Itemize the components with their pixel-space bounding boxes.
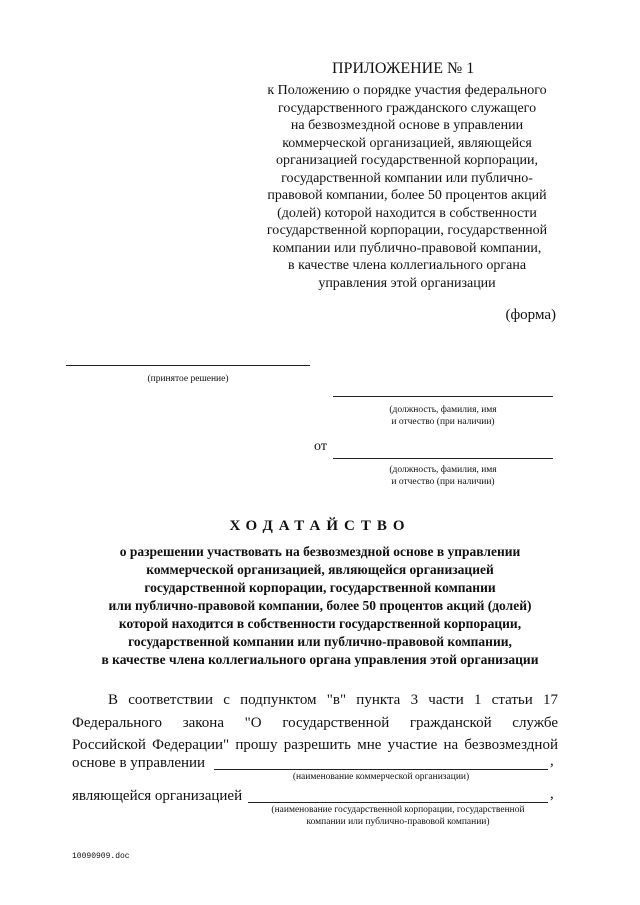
body-line-3: Российской Федерации" прошу разрешить мне участие на безвозмездной — [72, 737, 558, 753]
appendix-line: правовой компании, более 50 процентов акций — [267, 188, 547, 203]
appendix-line: к Положению о порядке участия федерального — [267, 83, 547, 98]
addressee-blank-line — [333, 396, 553, 397]
appendix-title: ПРИЛОЖЕНИЕ № 1 — [332, 60, 475, 77]
sender-blank-line — [333, 458, 553, 459]
body-line-2: Федерального закона "О государственной гражданской службе — [72, 715, 558, 731]
body-line-5-comma: , — [550, 786, 554, 802]
appendix-line: (долей) которой находится в собственности — [277, 205, 537, 221]
body-line-5 — [72, 786, 558, 806]
body-line-4-text: основе в управлении — [72, 755, 206, 771]
subject-line: коммерческой организацией, являющейся организацией — [146, 562, 494, 577]
corporation-name-caption: (наименование государственной корпорации, государственной компании или публично-правовой компании) — [271, 805, 525, 827]
subject-line: которой находится в собственности государственной корпорации, — [118, 616, 522, 631]
subject-line: в качестве члена коллегиального органа управления этой организации — [101, 652, 539, 667]
organization-name-blank — [214, 769, 548, 770]
sender-caption: (должность, фамилия, имя и отчество (при наличии) — [389, 465, 497, 487]
appendix-reference — [244, 82, 570, 292]
subject-line: или публично-правовой компании, более 50 процентов акций (долей) — [108, 598, 532, 613]
appendix-line: компании или публично-правовой компании, — [272, 240, 542, 256]
from-word: от — [314, 439, 327, 454]
addressee-caption: (должность, фамилия, имя и отчество (при наличии) — [389, 405, 497, 427]
body-line-1: В соответствии с подпунктом "в" пункта 3 части 1 статьи 17 — [108, 692, 558, 708]
body-line-4 — [72, 753, 558, 773]
subject-line: государственной корпорации, государственной компании — [144, 580, 496, 595]
appendix-line: государственного гражданского служащего — [277, 100, 537, 116]
appendix-line: государственной корпорации, государственной — [266, 223, 548, 238]
appendix-line: коммерческой организацией, являющейся — [282, 135, 532, 151]
subject-line: государственной компании или публично-правовой компании, — [128, 634, 512, 649]
appendix-line: в качестве члена коллегиального органа — [287, 258, 527, 273]
subject-line: о разрешении участвовать на безвозмездной основе в управлении — [119, 544, 521, 559]
decision-caption: (принятое решение) — [147, 374, 229, 384]
body-line-5-text: являющейся организацией — [72, 788, 243, 804]
corporation-name-blank — [248, 802, 548, 803]
document-file-code: 10090909.doc — [72, 852, 130, 861]
form-label: (форма) — [505, 307, 556, 323]
appendix-line: организацией государственной корпорации, — [276, 153, 538, 168]
appendix-line: государственной компании или публично- — [281, 170, 533, 186]
appendix-line: управления этой организации — [318, 275, 496, 291]
decision-blank-line — [66, 365, 310, 366]
body-line-4-comma: , — [550, 753, 554, 769]
organization-name-caption: (наименование коммерческой организации) — [292, 772, 470, 782]
appendix-line: на безвозмездной основе в управлении — [290, 118, 524, 133]
document-title: ХОДАТАЙСТВО — [229, 518, 411, 534]
document-subject — [40, 543, 600, 669]
